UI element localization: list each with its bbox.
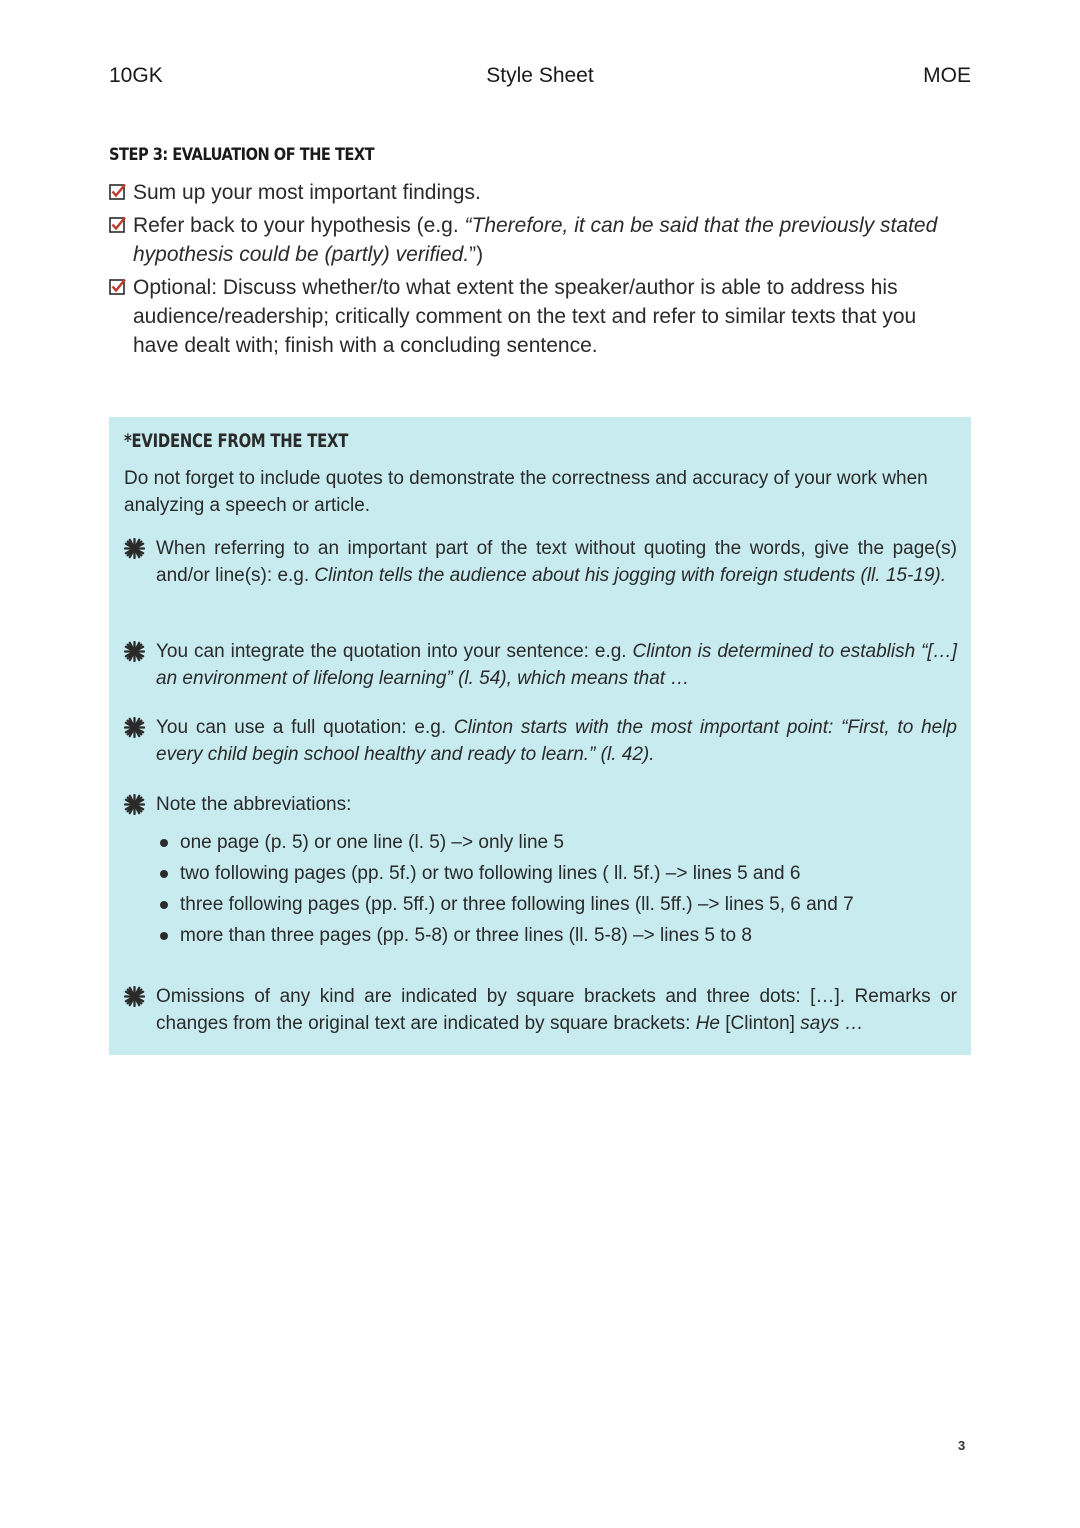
asterisk-star-icon	[124, 794, 145, 815]
checkbox-checked-icon	[109, 183, 126, 200]
bullet-icon	[160, 932, 168, 940]
asterisk-star-icon	[124, 538, 145, 559]
evidence-point	[124, 535, 957, 589]
evidence-example: He	[695, 1013, 720, 1034]
page-header	[109, 64, 971, 94]
list-item	[156, 920, 956, 951]
asterisk-star-icon	[124, 641, 145, 662]
evidence-example: says …	[800, 1013, 864, 1034]
page-number: 3	[958, 1438, 966, 1453]
evidence-point	[124, 714, 957, 768]
evidence-title: *EVIDENCE FROM THE TEXT	[124, 430, 349, 452]
author-code: MOE	[923, 64, 971, 87]
checklist-text: Refer back to your hypothesis (e.g.	[133, 214, 465, 237]
step3-checklist	[109, 178, 939, 364]
evidence-text: [Clinton]	[719, 1013, 801, 1034]
bullet-icon	[160, 870, 168, 878]
checklist-item	[109, 178, 939, 207]
asterisk-star-icon	[124, 986, 145, 1007]
abbreviation-text: two following pages (pp. 5f.) or two following lines ( ll. 5f.) –> lines 5 and 6	[180, 863, 801, 884]
checklist-text: Sum up your most important findings.	[133, 181, 481, 204]
evidence-text: When referring to an important part of the text without quoting the words, give the page(s) and/or line(s): e.g.	[156, 538, 957, 586]
evidence-point	[124, 791, 957, 818]
checklist-item	[109, 273, 939, 360]
checklist-example: “Therefore, it can be said that the previously stated hypothesis could be (partly) verified.	[133, 214, 938, 266]
list-item	[156, 858, 956, 889]
class-code: 10GK	[109, 64, 163, 87]
evidence-text: Note the abbreviations:	[156, 794, 352, 815]
document-title: Style Sheet	[486, 64, 594, 87]
checkbox-checked-icon	[109, 278, 126, 295]
evidence-box	[109, 417, 971, 1055]
abbreviation-list	[156, 827, 956, 951]
evidence-intro: Do not forget to include quotes to demonstrate the correctness and accuracy of your work when analyzing a speech or article.	[124, 468, 928, 516]
step3-heading: STEP 3: EVALUATION OF THE TEXT	[109, 145, 375, 165]
checklist-text-end: ”)	[469, 243, 484, 266]
checklist-item	[109, 211, 939, 269]
list-item	[156, 827, 956, 858]
checkbox-checked-icon	[109, 216, 126, 233]
abbreviation-text: three following pages (pp. 5ff.) or three following lines (ll. 5ff.) –> lines 5, 6 and 7	[180, 894, 854, 915]
abbreviation-text: one page (p. 5) or one line (l. 5) –> only line 5	[180, 832, 564, 853]
evidence-point	[124, 638, 957, 692]
evidence-point	[124, 983, 957, 1037]
abbreviation-text: more than three pages (pp. 5-8) or three lines (ll. 5-8) –> lines 5 to 8	[180, 925, 752, 946]
evidence-example: Clinton starts with the most important point: “First, to help every child begin school healthy and ready to learn.” (l. 42).	[156, 717, 957, 765]
checklist-text: Optional: Discuss whether/to what extent the speaker/author is able to address his audience/readership; critically comment on the text and refer to similar texts that you have dealt with; finish with a concluding sentence.	[133, 276, 917, 357]
bullet-icon	[160, 839, 168, 847]
evidence-text: You can integrate the quotation into your sentence: e.g.	[156, 641, 633, 662]
asterisk-star-icon	[124, 717, 145, 738]
evidence-text: Omissions of any kind are indicated by square brackets and three dots: […]. Remarks or changes from the original text are indicated by square brackets:	[156, 986, 957, 1034]
evidence-example: Clinton tells the audience about his jogging with foreign students (ll. 15-19).	[314, 565, 947, 586]
list-item	[156, 889, 956, 920]
bullet-icon	[160, 901, 168, 909]
evidence-example: Clinton is determined to establish “[…] an environment of lifelong learning” (l. 54), which means that …	[156, 641, 957, 689]
evidence-text: You can use a full quotation: e.g.	[156, 717, 454, 738]
